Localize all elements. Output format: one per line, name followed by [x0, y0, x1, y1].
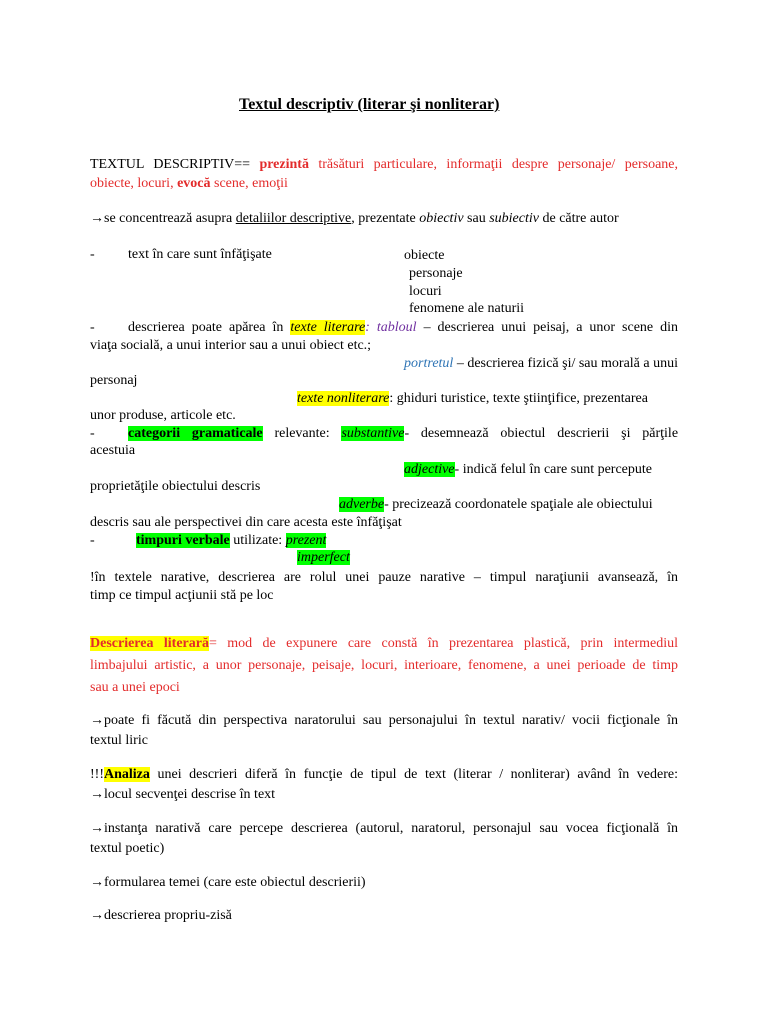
- focus-underlined: detaliilor descriptive: [235, 211, 352, 226]
- nonliterare-line-2: unor produse, articole etc.: [90, 408, 236, 423]
- descrierea-propriu-zisa-line: →descrierea propriu-zisă: [90, 908, 232, 923]
- perspective-line-2: textul liric: [90, 733, 148, 748]
- portret-line-2: personaj: [90, 373, 138, 388]
- bullet-3-text: - desemnează obiectul descrierii şi părţile: [404, 426, 679, 441]
- keyword-evoca: evocă: [177, 176, 211, 191]
- highlight-timpuri-verbale: timpuri verbale: [136, 533, 230, 548]
- focus-text: →se concentrează asupra: [90, 211, 233, 226]
- instanta-line-1: →instanţa narativă care percepe descrierea (autorul, naratorul, personajul sau vocea ficţională în: [90, 821, 678, 836]
- term-tabloul: tabloul: [376, 320, 417, 335]
- note-line-1: !în textele narative, descrierea are rolul unei pauze narative – timpul naraţiunii avansează, în: [90, 570, 678, 585]
- analiza-text: unei descrieri diferă în funcţie de tipul de text (literar / nonliterar) având în vedere:: [157, 767, 679, 782]
- formularea-line: →formularea temei (care este obiectul descrierii): [90, 875, 366, 890]
- bullet-2-line-1: [128, 318, 678, 337]
- focus-italic: subiectiv: [489, 211, 539, 226]
- focus-italic: obiectiv: [419, 211, 464, 226]
- bullet-dash: -: [90, 247, 95, 262]
- bullet-3-line-1: [128, 424, 678, 443]
- highlight-categorii-gramaticale: categorii gramaticale: [128, 426, 263, 441]
- colon: :: [365, 320, 370, 335]
- keyword-prezinta: prezintă: [259, 157, 309, 172]
- instanta-line-2: textul poetic): [90, 841, 165, 856]
- bullet-2-text: descrierea poate apărea în: [128, 320, 284, 335]
- imperfect-line: [297, 548, 350, 567]
- bullet-dash: -: [90, 533, 95, 548]
- definition-term: TEXTUL DESCRIPTIV==: [90, 157, 251, 172]
- highlight-substantive: substantive: [341, 426, 405, 441]
- highlight-descrierea-literara: Descrierea literară: [90, 636, 209, 651]
- adjective-line-2: proprietăţile obiectului descris: [90, 479, 261, 494]
- highlight-adjective: adjective: [404, 462, 455, 477]
- highlight-texte-nonliterare: texte nonliterare: [297, 391, 390, 406]
- definition-text: obiecte, locuri,: [90, 176, 174, 191]
- page-title: Textul descriptiv (literar şi nonliterar): [239, 96, 500, 113]
- descriere-literara-line-2: limbajului artistic, a unor personaje, peisaje, locuri, interioare, fenomene, a unei perioade de timp: [90, 658, 678, 673]
- descriere-literara-line-1: [90, 634, 678, 653]
- bullet-3-line-2: acestuia: [90, 443, 136, 458]
- analiza-line-2: →locul secvenţei descrise în text: [90, 787, 276, 802]
- focus-text: sau: [467, 211, 486, 226]
- portret-line: [383, 354, 678, 373]
- definition-line-2: [90, 174, 288, 193]
- descriere-literara-text: = mod de expunere care constă în prezentarea plastică, prin intermediul: [208, 636, 679, 651]
- definition-text: scene, emoţii: [214, 176, 288, 191]
- nonliterare-text: : ghiduri turistice, texte ştiinţifice, prezentarea: [389, 391, 648, 406]
- adverbe-line-2: descris sau ale perspectivei din care acesta este înfăţişat: [90, 515, 402, 530]
- note-line-2: timp ce timpul acţiunii stă pe loc: [90, 588, 274, 603]
- definition-text: trăsături particulare, informaţii despre personaje/ persoane,: [318, 157, 678, 172]
- bullet-dash: -: [90, 320, 95, 335]
- bullet-4-text: utilizate:: [233, 533, 283, 548]
- highlight-prezent: prezent: [285, 533, 327, 548]
- list-item: personaje: [409, 266, 463, 281]
- analiza-line-1: [90, 765, 678, 784]
- bullet-2-line-2: viaţa socială, a unui interior sau a unui obiect etc.;: [90, 338, 372, 353]
- list-item: locuri: [409, 284, 442, 299]
- highlight-adverbe: adverbe: [339, 497, 385, 512]
- list-item: obiecte: [404, 248, 445, 263]
- bullet-3-text: relevante:: [274, 426, 330, 441]
- highlight-imperfect: imperfect: [297, 550, 350, 565]
- highlight-texte-literare: texte literare: [290, 320, 366, 335]
- adjective-line: [404, 460, 652, 479]
- focus-text: , prezentate: [351, 211, 416, 226]
- perspective-line-1: →poate fi făcută din perspectiva naratorului sau personajului în textul narativ/ vocii ficţionale în: [90, 713, 678, 728]
- list-item: fenomene ale naturii: [409, 301, 525, 316]
- adjective-text: - indică felul în care sunt percepute: [454, 462, 652, 477]
- term-portretul: portretul: [404, 356, 454, 371]
- exclamation: !!!: [90, 767, 104, 782]
- descriere-literara-line-3: sau a unei epoci: [90, 680, 180, 695]
- portret-text: – descrierea fizică şi/ sau morală a unui: [456, 356, 678, 371]
- adverbe-text: - precizează coordonatele spaţiale ale obiectului: [384, 497, 653, 512]
- highlight-analiza: Analiza: [104, 767, 150, 782]
- definition-line-1: [90, 155, 678, 174]
- bullet-2-text: – descrierea unui peisaj, a unor scene din: [423, 320, 679, 335]
- bullet-1-text: text în care sunt înfăţişate: [128, 247, 272, 262]
- focus-line: [90, 209, 619, 228]
- focus-text: de către autor: [542, 211, 619, 226]
- bullet-dash: -: [90, 426, 95, 441]
- adverbe-line: [339, 495, 653, 514]
- nonliterare-line: [297, 389, 648, 408]
